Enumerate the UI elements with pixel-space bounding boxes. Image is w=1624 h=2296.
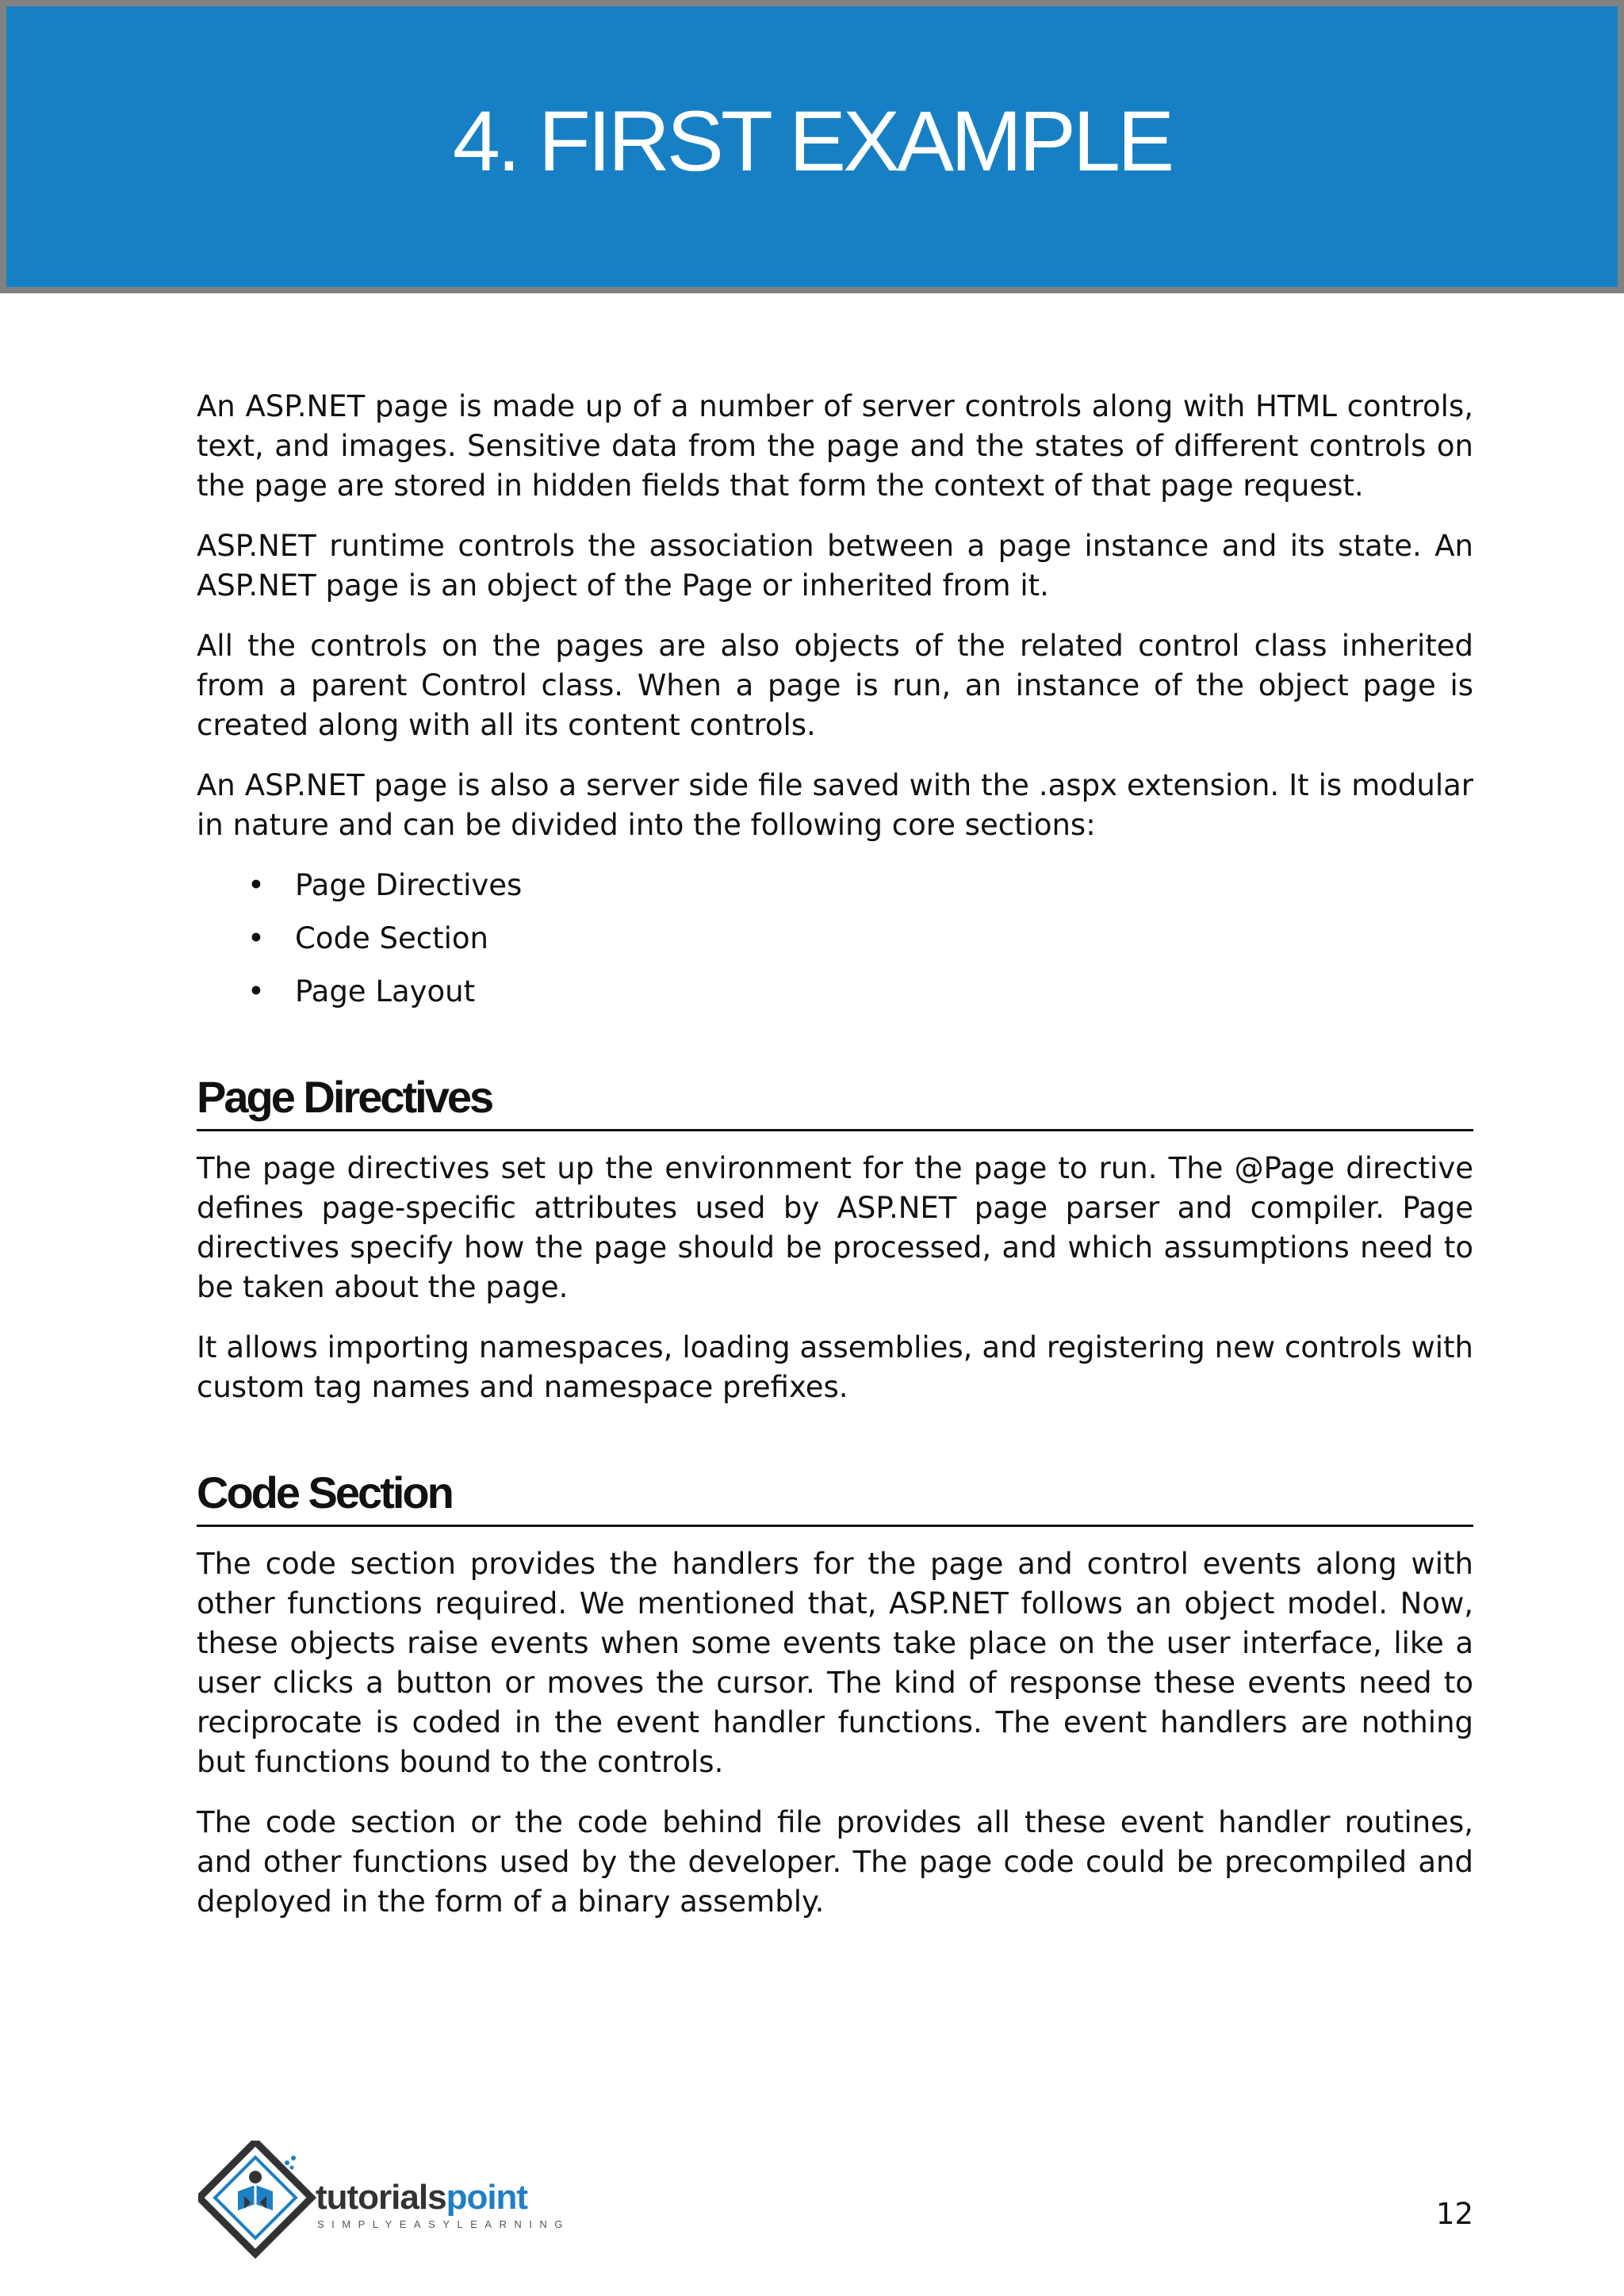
chapter-banner [0,0,1624,293]
code-section-paragraph-2: The code section or the code behind file provides all these event handler routines, and other functions used by the developer. The page code could be precompiled and deployed in the form of a binary assembly. [197,1805,1473,1919]
section-heading-page-directives: Page Directives [197,1070,1473,1131]
intro-paragraph-1: An ASP.NET page is made up of a number of server controls along with HTML controls, text, and images. Sensitive data from the page and the states of different controls on the page are stored in hidden fields that form the context of that page request. [197,389,1473,503]
list-item-label: Page Layout [295,974,476,1008]
list-item [197,919,1473,959]
tutorialspoint-logo [198,2141,611,2267]
bullet-icon: • [247,868,265,902]
page-content [197,387,1473,1942]
list-item-label: Code Section [295,921,488,955]
logo-text-accent: point [446,2178,528,2217]
logo-emblem-icon [199,2141,311,2253]
intro-paragraph-4: An ASP.NET page is also a server side file saved with the .aspx extension. It is modular in nature and can be divided into the following core sections: [197,768,1473,842]
list-item [197,866,1473,905]
svg-text:tutorialspoint [316,2178,528,2217]
bullet-icon: • [247,974,265,1008]
section-heading-code-section: Code Section [197,1466,1473,1527]
core-sections-list [197,866,1473,1012]
code-section-paragraph-1: The code section provides the handlers for the page and control events along with other functions required. We mentioned that, ASP.NET follows an object model. Now, these objects raise events when some events take place on the user interface, like a user clicks a button or moves the cursor. The kind of response these events need to reciprocate is coded in the event handler functions. The event handlers are nothing but functions bound to the controls. [197,1547,1473,1779]
page-directives-paragraph-1: The page directives set up the environment for the page to run. The @Page directive defines page-specific attributes used by ASP.NET page parser and compiler. Page directives specify how the page should be processed, and which assumptions need to be taken about the page. [197,1151,1473,1304]
logo-tagline: SIMPLYEASYLEARNING [317,2218,570,2230]
list-item [197,972,1473,1012]
page-number: 12 [1435,2197,1473,2231]
intro-paragraph-2: ASP.NET runtime controls the association between a page instance and its state. An ASP.NET page is an object of the Page or inherited from it. [197,529,1473,603]
list-item-label: Page Directives [295,868,523,902]
chapter-title: 4. FIRST EXAMPLE [452,92,1172,189]
bullet-icon: • [247,921,265,955]
logo-text-main: tutorials [316,2178,446,2217]
intro-paragraph-3: All the controls on the pages are also objects of the related control class inherited from a parent Control class. When a page is run, an instance of the object page is created along with all its content controls. [197,629,1473,742]
page-directives-paragraph-2: It allows importing namespaces, loading assemblies, and registering new controls with custom tag names and namespace prefixes. [197,1330,1473,1404]
